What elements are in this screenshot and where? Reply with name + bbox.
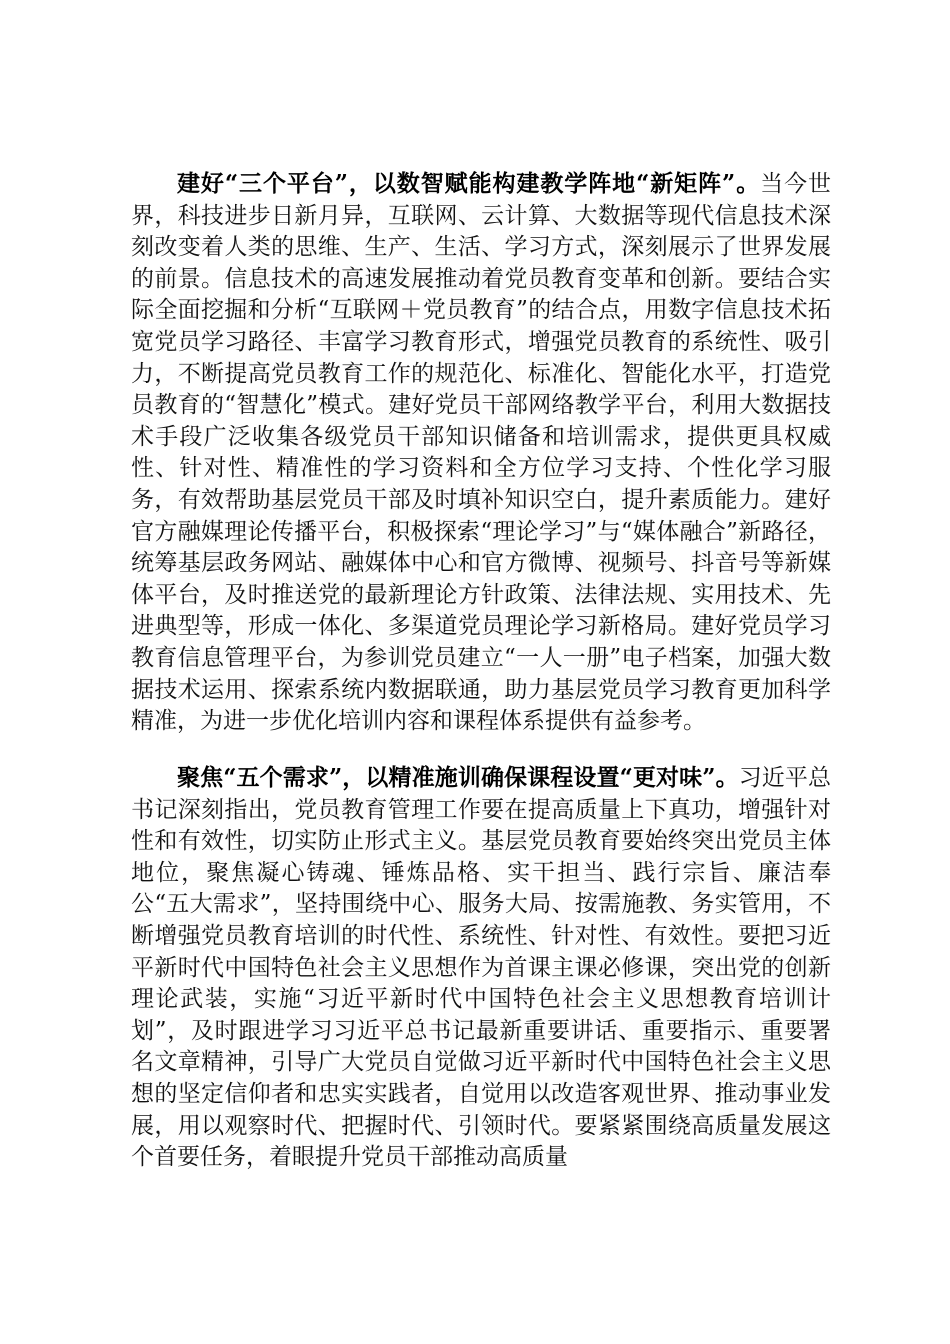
- paragraph-heading: 聚焦“五个需求”，以精准施训确保课程设置“更对味”。: [177, 764, 739, 791]
- paragraph-body: 当今世界，科技进步日新月异，互联网、云计算、大数据等现代信息技术深刻改变着人类的思维、生产、生活、学习方式，深刻展示了世界发展的前景。信息技术的高速发展推动着党员教育变革和创新。要结合实际全面挖掘和分析“互联网＋党员教育”的结合点，用数字信息技术拓宽党员学习路径、丰富学习教育形式，增强党员教育的系统性、吸引力，不断提高党员教育工作的规范化、标准化、智能化水平，打造党员教育的“智慧化”模式。建好党员干部网络教学平台，利用大数据技术手段广泛收集各级党员干部知识储备和培训需求，提供更具权威性、针对性、精准性的学习资料和全方位学习支持、个性化学习服务，有效帮助基层党员干部及时填补知识空白，提升素质能力。建好官方融媒理论传播平台，积极探索“理论学习”与“媒体融合”新路径，统筹基层政务网站、融媒体中心和官方微博、视频号、抖音号等新媒体平台，及时推送党的最新理论方针政策、法律法规、实用技术、先进典型等，形成一体化、多渠道党员理论学习新格局。建好党员学习教育信息管理平台，为参训党员建立“一人一册”电子档案，加强大数据技术运用、探索系统内数据联通，助力基层党员学习教育更加科学精准，为进一步优化培训内容和课程体系提供有益参考。: [131, 171, 832, 735]
- paragraph-needs: [131, 762, 831, 1174]
- paragraph-heading: 建好“三个平台”，以数智赋能构建教学阵地“新矩阵”。: [177, 170, 761, 197]
- paragraph-body: 习近平总书记深刻指出，党员教育管理工作要在提高质量上下真功，增强针对性和有效性，切实防止形式主义。基层党员教育要始终突出党员主体地位，聚焦凝心铸魂、锤炼品格、实干担当、践行宗旨、廉洁奉公“五大需求”，坚持围绕中心、服务大局、按需施教、务实管用，不断增强党员教育培训的时代性、系统性、针对性、有效性。要把习近平新时代中国特色社会主义思想作为首课主课必修课，突出党的创新理论武装，实施“习近平新时代中国特色社会主义思想教育培训计划”，及时跟进学习习近平总书记最新重要讲话、重要指示、重要署名文章精神，引导广大党员自觉做习近平新时代中国特色社会主义思想的坚定信仰者和忠实实践者，自觉用以改造客观世界、推动事业发展，用以观察时代、把握时代、引领时代。要紧紧围绕高质量发展这个首要任务，着眼提升党员干部推动高质量: [131, 765, 832, 1171]
- paragraph-platforms: [131, 168, 831, 738]
